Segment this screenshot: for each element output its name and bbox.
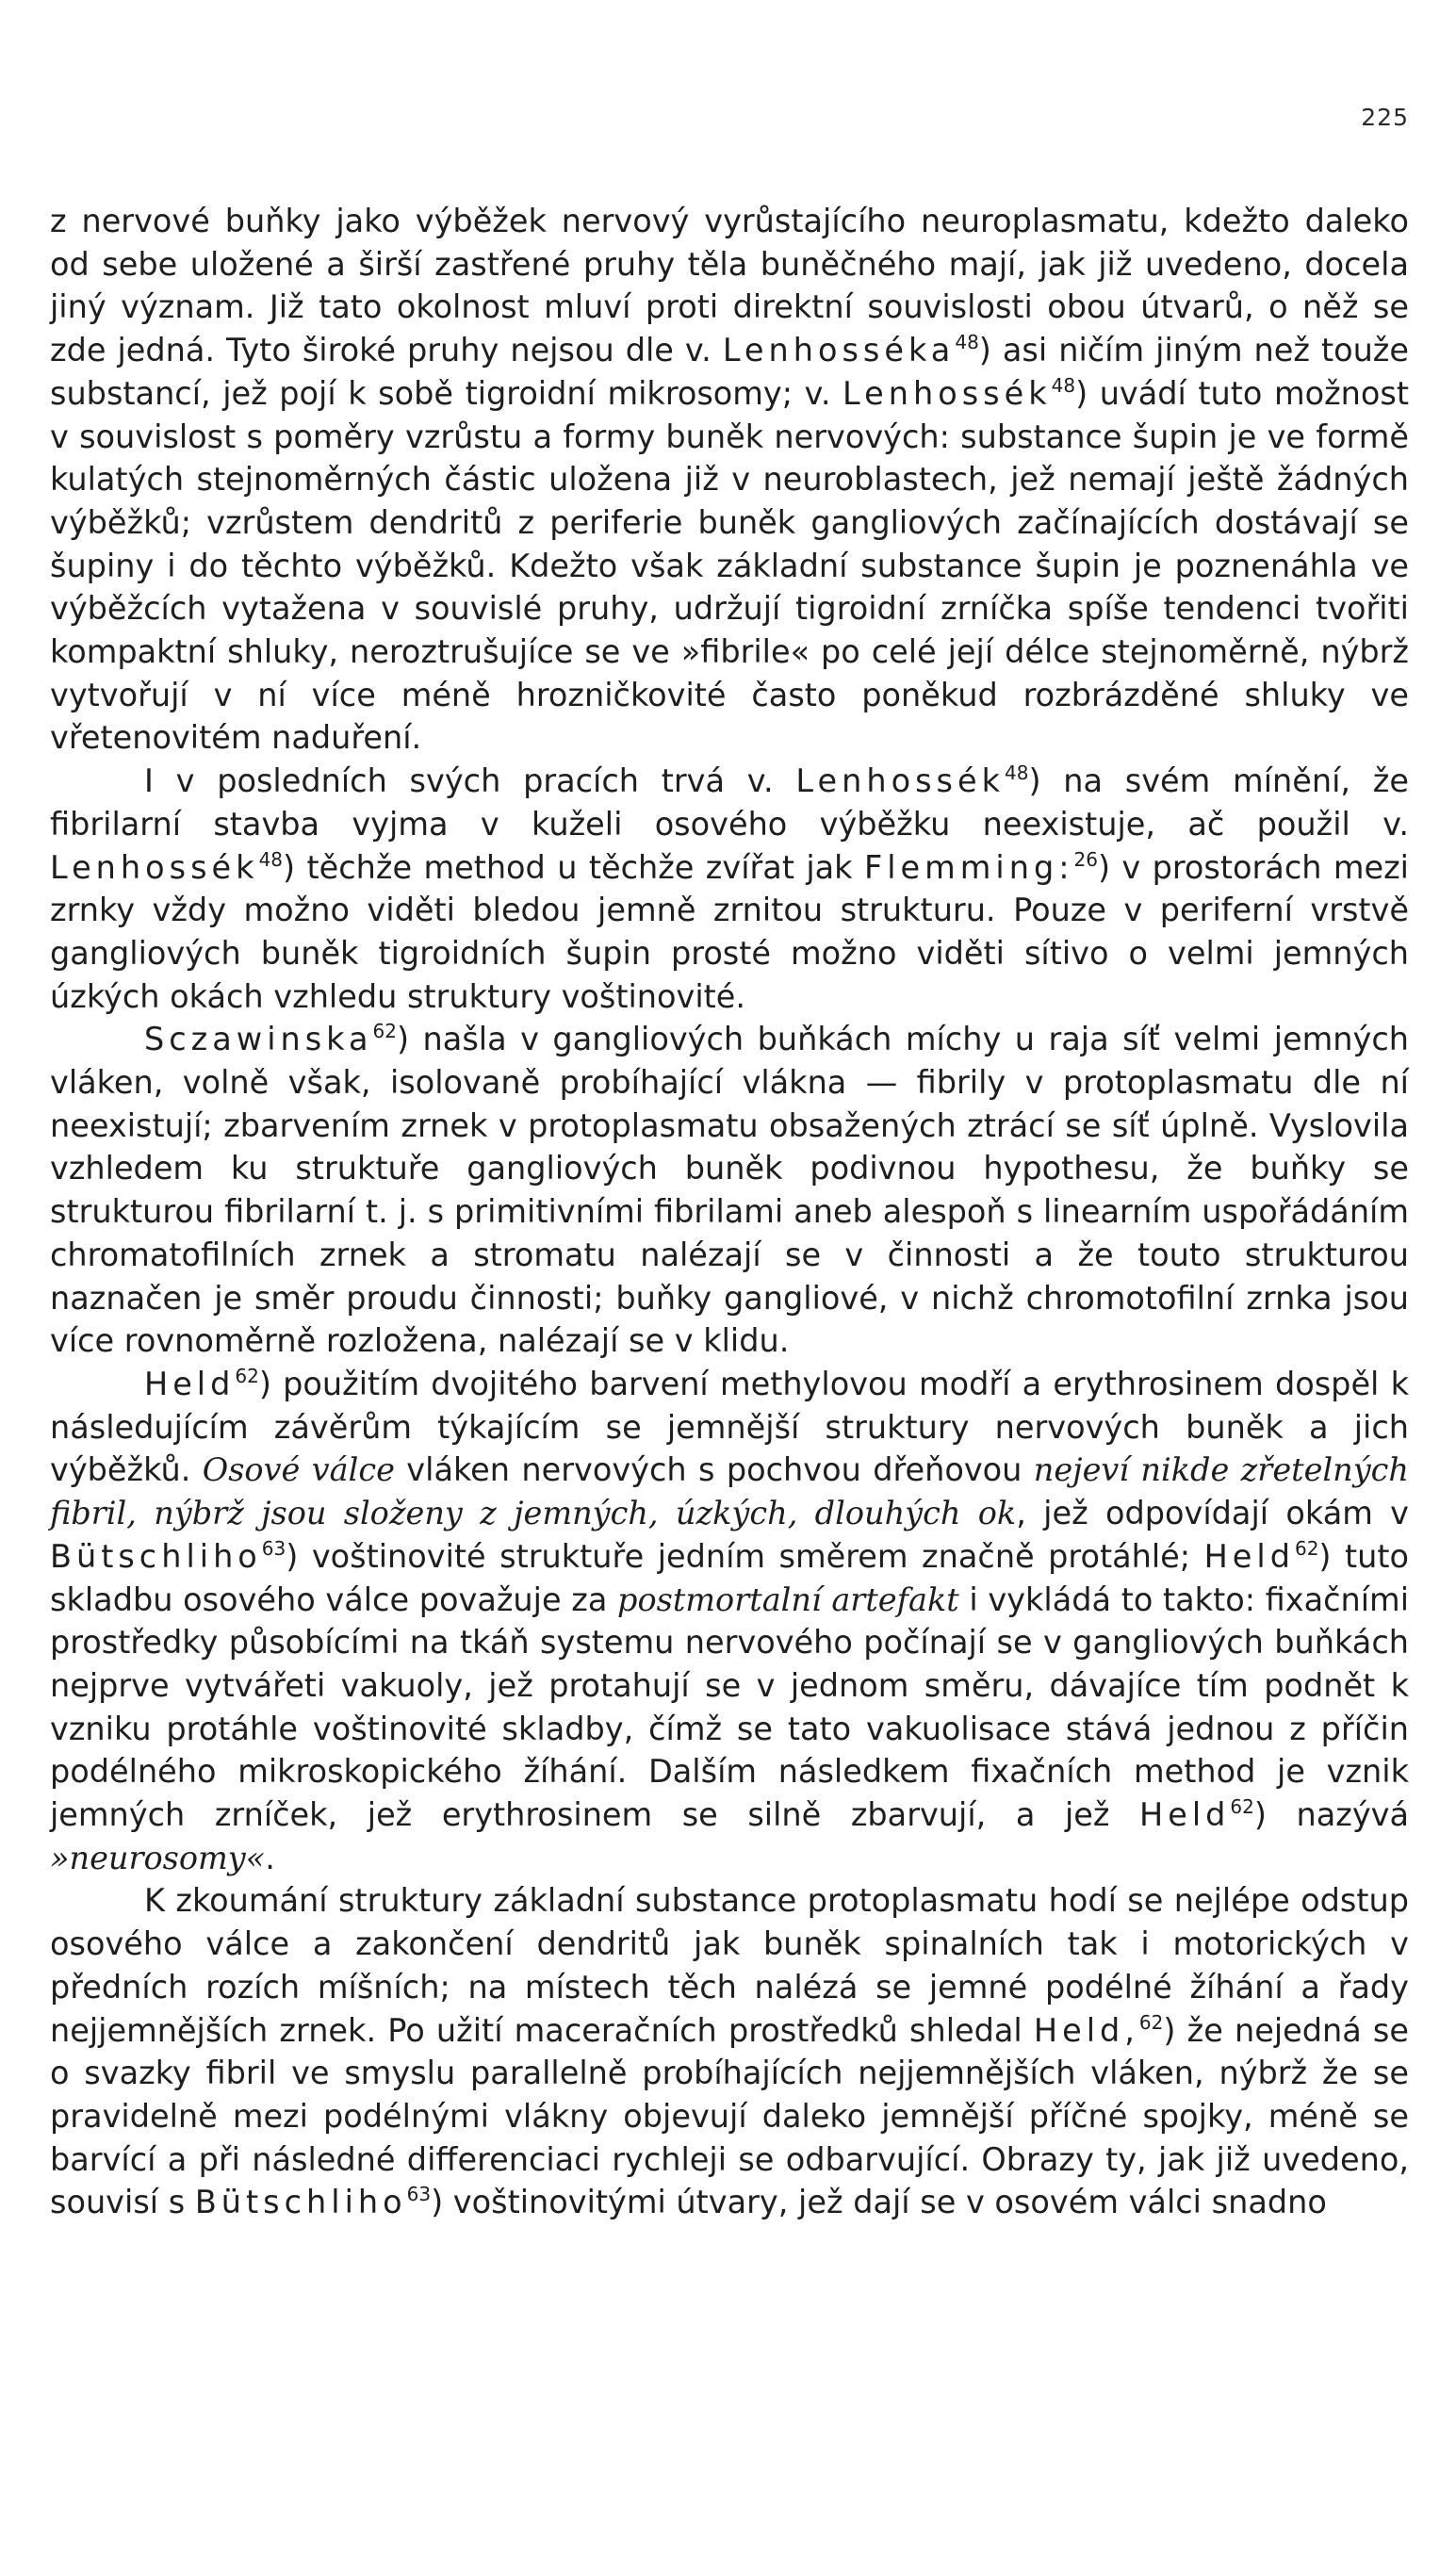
paragraph [50,1363,1409,1879]
text-run: ) asi ničím jiným než touže substancí, jež pojí k sobě tigroidní mikrosomy; v. [50,332,1409,412]
footnote-reference: 63 [406,2183,432,2206]
footnote-reference: 62 [1138,2010,1164,2034]
text-run: ) na svém mínění, že fibrilarní stavba vyjma v kuželi osového výběžku neexistuje, ač použil v. [50,762,1409,843]
author-name: Sczawinska [144,1021,373,1058]
text-run: ) uvádí tuto možnost v souvislost s poměry vzrůstu a formy buněk nervových: substance šupin je ve formě kulatých stejnoměrných částic uložena již v neuroblastech, jež nemají ještě žádných výběžků; vzrůstem dendritů z periferie buněk gangliových začínajících dostávají se šupiny i do těchto výběžků. Kdežto však základní substance šupin je poznenáhla ve výběžcích vytažena v souvislé pruhy, udržují tigroidní zrníčka spíše tendenci tvořiti kompaktní shluky, neroztrušujíce se ve »fibrile« po celé její délce stejnoměrně, nýbrž vytvořují v ní více méně hrozničkovité často poněkud rozbrázděné shluky ve vřetenovitém naduření. [50,374,1409,757]
author-name: Bütschliho [50,1537,262,1575]
body-text [50,200,1409,2224]
page-number: 225 [1361,104,1409,131]
text-run: ) nazývá [1253,1796,1409,1834]
footnote-reference: 48 [1004,761,1029,785]
footnote-reference: 62 [372,1020,397,1043]
emphasis-text: »neurosomy« [50,1839,266,1876]
text-run: I v posledních svých pracích trvá v. [144,762,796,800]
text-run: z nervové buňky jako výběžek nervový vyrůstajícího neuroplasmatu, kdežto daleko od sebe uložené a širší zastřené pruhy těla buněčného mají, jak již uvedeno, docela jiný význam. Již tato okolnost mluví proti direktní souvislosti obou útvarů, o něž se zde jedná. Tyto široké pruhy nejsou dle v. [50,203,1409,369]
author-name: Held [144,1365,236,1402]
footnote-reference: 48 [258,847,284,871]
author-name: Held [1139,1796,1231,1834]
author-name: Held [1203,1537,1295,1575]
footnote-reference: 62 [235,1364,259,1387]
text-run: ) použitím dvojitého barvení methylovou modří a erythrosinem dospěl k následujícím závěrům týkajícím se jemnější struktury nervových buněk a jich výběžků. [50,1365,1409,1489]
footnote-reference: 48 [955,331,979,354]
paragraph [50,1018,1409,1363]
paragraph [50,1879,1409,2224]
author-name: Bütschliho [194,2184,407,2221]
text-run: ) tuto skladbu osového válce považuje za [50,1537,1410,1618]
footnote-reference: 62 [1294,1536,1319,1560]
footnote-reference: 63 [261,1536,286,1560]
text-run: ) našla v gangliových buňkách míchy u raja síť velmi jemných vláken, volně však, isolovaně probíhající vlákna — fibrily v protoplasmatu dle ní neexistují; zbarvením zrnek v protoplasmatu obsažených ztrácí se síť úplně. Vyslovila vzhledem ku struktuře gangliových buněk podivnou hypothesu, že buňky se strukturou fibrilarní t. j. s primitivními fibrilami aneb alespoň s linearním uspořádáním chromatofilních zrnek a stromatu nalézají se v činnosti a že touto strukturou naznačen je směr proudu činnosti; buňky gangliové, v nichž chromotofilní zrnka jsou více rovnoměrně rozložena, nalézají se v klidu. [50,1021,1409,1360]
author-name: Lenhosséka [722,332,956,369]
author-name: Lenhossék [843,374,1052,412]
text-run: ) v prostorách mezi zrnky vždy možno viděti bledou jemně zrnitou strukturu. Pouze v periferní vrstvě gangliových buněk tigroidních šupin prosté možno viděti sítivo o velmi jemných úzkých okách vzhledu struktury voštinovité. [50,848,1409,1015]
footnote-reference: 48 [1051,373,1076,397]
emphasis-text: nejeví nikde zřetelných fibril, nýbrž jsou složeny z jemných, úzkých, dlouhých ok [50,1451,1409,1532]
author-name: Held, [1033,2011,1139,2049]
author-name: Flemming: [863,848,1074,886]
emphasis-text: Osové válce [202,1451,395,1489]
footnote-reference: 62 [1230,1795,1254,1819]
text-run: ) voštinovité struktuře jedním směrem značně protáhlé; [286,1537,1204,1575]
text-run: i vykládá to takto: fixačními prostředky působícími na tkáň systemu nervového počínají se v gangliových buňkách nejprve vytvářeti vakuoly, jež protahují se v jednom směru, dávajíce tím podnět k vzniku protáhle voštinovité skladby, čímž se tato vakuolisace stává jednou z příčin podélného mikroskopického žíhání. Dalším následkem fixačních method je vznik jemných zrníček, jež erythrosinem se silně zbarvují, a jež [50,1580,1410,1834]
author-name: Lenhossék [795,762,1005,800]
emphasis-text: postmortalní artefakt [617,1580,959,1618]
footnote-reference: 26 [1073,847,1098,871]
paragraph [50,200,1409,760]
text-run: ) voštinovitými útvary, jež dají se v osovém válci snadno [431,2184,1327,2221]
paragraph [50,760,1409,1018]
text-run: . [265,1839,275,1876]
author-name: Lenhossék [50,848,259,886]
text-run: ) těchže method u těchže zvířat jak [283,848,864,886]
text-run: vláken nervových s pochvou dřeňovou [394,1451,1034,1489]
text-run: K zkoumání struktury základní substance protoplasmatu hodí se nejlépe odstup osového válce a zakončení dendritů jak buněk spinalních tak i motorických v předních rozích míšních; na místech těch nalézá se jemné podélné žíhání a řady nejjemnějších zrnek. Po užití maceračních prostředků shledal [50,1882,1409,2049]
text-run: , jež odpovídají okám v [1016,1495,1409,1532]
text-run: ) že nejedná se o svazky fibril ve smyslu parallelně probíhajících nejjemnějších vláken, nýbrž že se pravidelně mezi podélnými vlákny objevují daleko jemnější příčné spojky, méně se barvící a při následné differenciaci rychleji se odbarvující. Obrazy ty, jak již uvedeno, souvisí s [50,2011,1409,2221]
